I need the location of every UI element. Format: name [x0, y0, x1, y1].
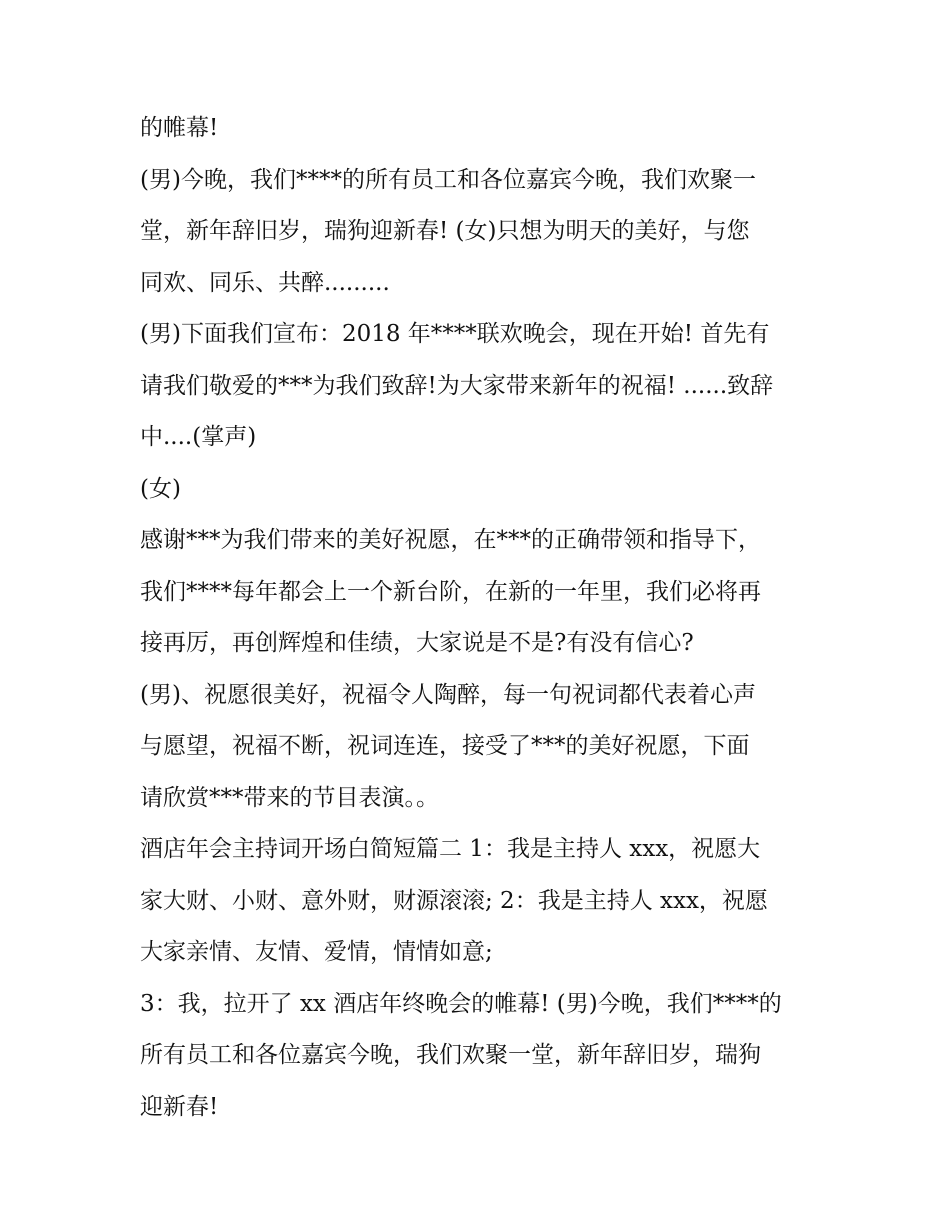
text-line: 家大财、小财、意外财，财源滚滚; 2：我是主持人 xxx，祝愿: [140, 887, 768, 914]
text-line: 与愿望，祝福不断，祝词连连，接受了***的美好祝愿，下面: [140, 733, 750, 759]
text-line: 我们****每年都会上一个新台阶，在新的一年里，我们必将再: [140, 578, 761, 605]
text-line: 感谢***为我们带来的美好祝愿，在***的正确带领和指导下，: [140, 527, 761, 553]
text-line: 的帷幕!: [140, 115, 219, 141]
text-line: 中....(掌声): [140, 424, 257, 450]
text-line: 请我们敬爱的***为我们致辞!为大家带来新年的祝福! ......致辞: [140, 372, 774, 399]
text-line: 同欢、同乐、共醉.........: [140, 269, 390, 296]
text-line: (男)、祝愿很美好，祝福令人陶醉，每一句祝词都代表着心声: [140, 681, 756, 708]
text-line: 迎新春!: [140, 1093, 219, 1120]
text-line: 所有员工和各位嘉宾今晚，我们欢聚一堂，新年辞旧岁，瑞狗: [140, 1042, 761, 1068]
document-body: [140, 103, 820, 1133]
text-line: (女): [140, 475, 181, 502]
text-line: 大家亲情、友情、爱情，情情如意;: [140, 939, 493, 965]
text-line: 3：我，拉开了 xx 酒店年终晚会的帷幕! (男)今晚，我们****的: [140, 990, 782, 1017]
text-line: 请欣赏***带来的节目表演。。: [140, 784, 439, 811]
text-line: (男)今晚，我们****的所有员工和各位嘉宾今晚，我们欢聚一: [140, 166, 756, 193]
text-line: 接再厉，再创辉煌和佳绩，大家说是不是?有没有信心?: [140, 630, 694, 656]
text-line: (男)下面我们宣布：2018 年****联欢晚会，现在开始! 首先有: [140, 321, 770, 347]
text-line: 酒店年会主持词开场白简短篇二 1：我是主持人 xxx，祝愿大: [140, 836, 761, 862]
text-line: 堂，新年辞旧岁，瑞狗迎新春! (女)只想为明天的美好，与您: [140, 218, 750, 244]
